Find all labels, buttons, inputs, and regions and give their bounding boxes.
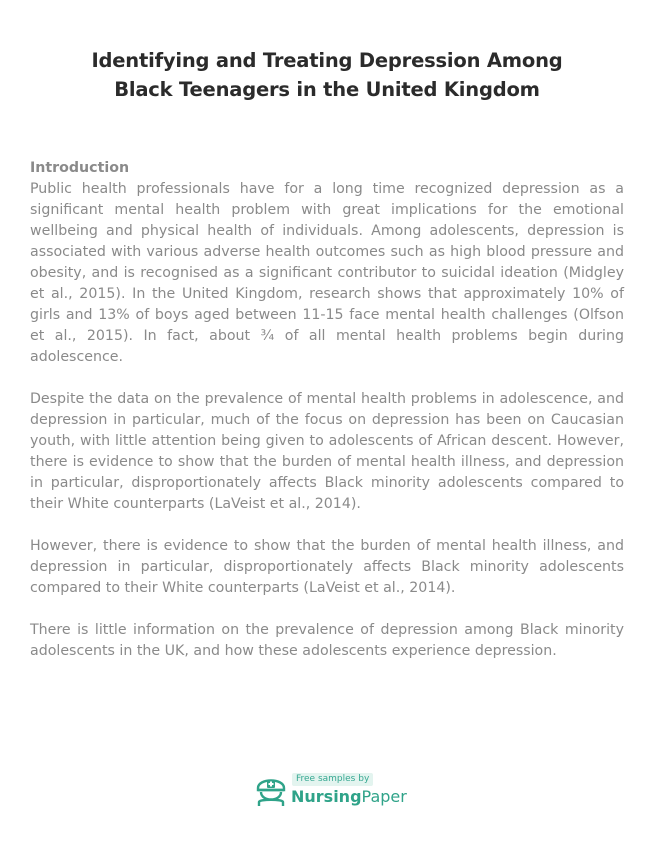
paragraph-1: Public health professionals have for a long time recognized depression as a significant mental health problem with great implications for the emotional wellbeing and physical health of individuals. Among adolescents, depression is associated with various adverse health outcomes such as high blood pressure and obesity, and is recognised as a significant contributor to suicidal ideation (Midgley et al., 2015). In the United Kingdom, research shows that approximately 10% of girls and 13% of boys aged between 11-15 face mental health challenges (Olfson et al., 2015). In fact, about ¾ of all mental health problems begin during adolescence.: [30, 181, 624, 365]
free-samples-label: Free samples by: [292, 773, 373, 786]
title-line-1: Identifying and Treating Depression Among: [91, 49, 563, 72]
title-line-2: Black Teenagers in the United Kingdom: [114, 78, 540, 101]
paragraph-3: However, there is evidence to show that the burden of mental health illness, and depression in particular, disproportionately affects Black minority adolescents compared to their White counterparts (LaVeist et al., 2014).: [30, 538, 624, 596]
brand-name: [291, 787, 407, 807]
nurse-cap-logo-icon: [254, 772, 288, 808]
brand-name-bold: Nursing: [291, 787, 362, 806]
paragraph-4: There is little information on the prevalence of depression among Black minority adolescents in the UK, and how these adolescents experience depression.: [30, 622, 624, 659]
footer-logo[interactable]: [254, 770, 414, 810]
document-body: [30, 158, 624, 683]
paragraph-2: Despite the data on the prevalence of mental health problems in adolescence, and depression in particular, much of the focus on depression has been on Caucasian youth, with little attention being given to adolescents of African descent. However, there is evidence to show that the burden of mental health illness, and depression in particular, disproportionately affects Black minority adolescents compared to their White counterparts (LaVeist et al., 2014).: [30, 391, 624, 512]
brand-name-regular: Paper: [361, 787, 407, 806]
section-heading: Introduction: [30, 160, 130, 176]
document-title: [40, 46, 614, 104]
